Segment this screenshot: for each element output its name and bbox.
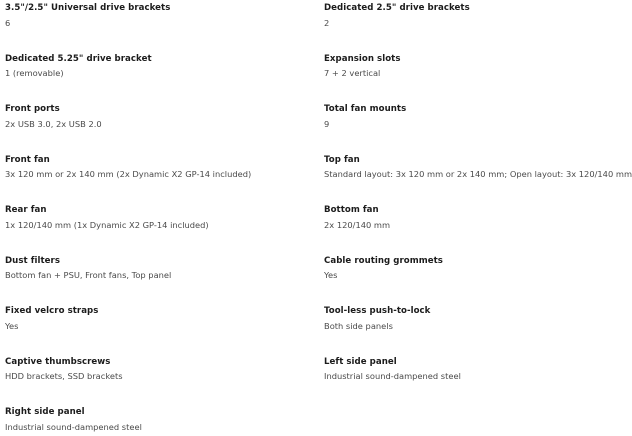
spec-value: Both side panels [324, 320, 393, 331]
spec-label: Cable routing grommets [324, 255, 443, 266]
spec-label: Front ports [5, 104, 60, 114]
spec-top-fan [324, 154, 632, 181]
spec-expansion-slots [324, 53, 600, 80]
spec-label: Right side panel [5, 407, 85, 417]
spec-value: HDD brackets, SSD brackets [5, 371, 123, 381]
spec-value: 3x 120 mm or 2x 140 mm (2x Dynamic X2 GP-14 included) [5, 169, 252, 179]
spec-universal-drive-brackets [5, 2, 285, 29]
spec-right-side-panel [5, 406, 285, 433]
spec-value: 9 [324, 118, 330, 129]
spec-bottom-fan [324, 204, 600, 231]
spec-label: Dust filters [5, 255, 60, 266]
spec-fixed-velcro-straps [5, 305, 285, 332]
spec-label: Fixed velcro straps [5, 306, 99, 316]
spec-value: Yes [5, 320, 19, 331]
spec-value: Standard layout: 3x 120 mm or 2x 140 mm; Open layout: 3x 120/140 mm [324, 169, 632, 179]
spec-label: Left side panel [324, 356, 397, 367]
spec-label: Front fan [5, 154, 50, 165]
spec-rear-fan [5, 204, 285, 231]
spec-label: Total fan mounts [324, 104, 407, 114]
spec-value: 1 (removable) [5, 68, 64, 78]
spec-value: Yes [324, 270, 338, 280]
spec-value: Bottom fan + PSU, Front fans, Top panel [5, 270, 172, 280]
spec-left-side-panel [324, 356, 600, 383]
spec-label: Rear fan [5, 205, 47, 215]
spec-value: 2 [324, 17, 330, 28]
spec-value: Industrial sound-dampened steel [5, 421, 142, 432]
spec-value: 1x 120/140 mm (1x Dynamic X2 GP-14 included) [5, 219, 209, 230]
spec-label: Tool-less push-to-lock [324, 306, 431, 316]
spec-value: 2x 120/140 mm [324, 219, 391, 230]
spec-front-ports [5, 103, 285, 130]
spec-label: Bottom fan [324, 205, 379, 215]
spec-label: Captive thumbscrews [5, 356, 111, 367]
spec-value: 2x USB 3.0, 2x USB 2.0 [5, 118, 102, 129]
spec-dedicated-25-drive-brackets [324, 2, 600, 29]
spec-total-fan-mounts [324, 103, 600, 130]
spec-label: 3.5"/2.5" Universal drive brackets [5, 3, 171, 13]
spec-captive-thumbscrews [5, 356, 285, 383]
spec-dedicated-525-drive-bracket [5, 53, 285, 80]
spec-value: 6 [5, 17, 11, 28]
spec-cable-routing-grommets [324, 255, 600, 282]
spec-value: Industrial sound-dampened steel [324, 371, 461, 381]
spec-label: Dedicated 5.25" drive bracket [5, 53, 152, 64]
spec-value: 7 + 2 vertical [324, 68, 381, 78]
spec-tool-less-push-to-lock [324, 305, 600, 332]
spec-front-fan [5, 154, 285, 181]
spec-label: Expansion slots [324, 53, 401, 64]
spec-dust-filters [5, 255, 285, 282]
spec-label: Top fan [324, 154, 360, 165]
spec-label: Dedicated 2.5" drive brackets [324, 3, 470, 13]
